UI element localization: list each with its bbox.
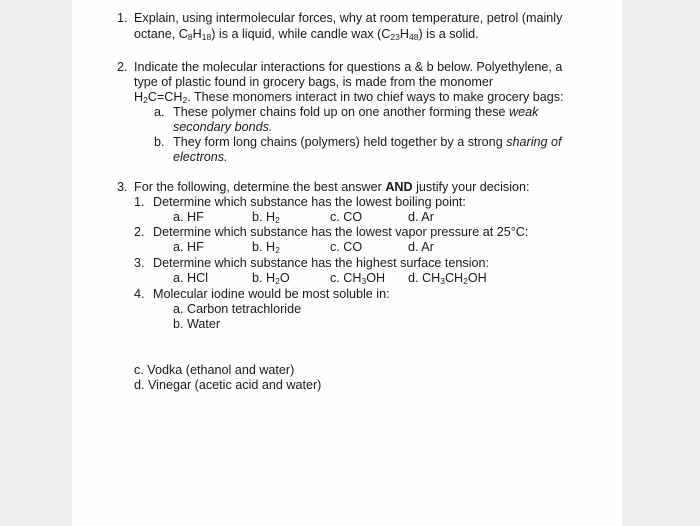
q3-p4-option-a: a. Carbon tetrachloride xyxy=(173,302,302,316)
q3-p1-option-c: c. CO xyxy=(330,210,363,224)
q2-b-line1: They form long chains (polymers) held together by a strong sharing of xyxy=(173,135,562,149)
q3-p1-option-a: a. HF xyxy=(173,210,204,224)
q3-p1-option-b: b. $H_2$ xyxy=(252,210,280,225)
q3-p4-option-d: d. Vinegar (acetic acid and water) xyxy=(134,378,322,392)
q3-p3-text: Determine which substance has the highest surface tension: xyxy=(153,256,490,270)
document-page xyxy=(72,0,622,526)
q3-p2-option-b: b. $H_2$ xyxy=(252,240,280,255)
q1-number: 1. xyxy=(117,11,128,25)
q3-p2-option-d: d. Ar xyxy=(408,240,434,254)
q2-line1: Indicate the molecular interactions for questions a & b below. Polyethylene, a xyxy=(134,60,563,74)
q3-p4-text: Molecular iodine would be most soluble in: xyxy=(153,287,390,301)
right-margin-bar xyxy=(622,0,700,526)
q3-p3-option-d: d. $CH_3CH_2OH$ xyxy=(408,271,487,286)
q3-p2-option-a: a. HF xyxy=(173,240,204,254)
q2-number: 2. xyxy=(117,60,128,74)
q3-p3-number: 3. xyxy=(134,256,145,270)
q3-intro: For the following, determine the best answer AND justify your decision: xyxy=(134,180,530,194)
q3-p4-number: 4. xyxy=(134,287,145,301)
q3-p1-number: 1. xyxy=(134,195,145,209)
q3-p3-option-a: a. HCl xyxy=(173,271,208,285)
q3-number: 3. xyxy=(117,180,128,194)
q3-p3-option-b: b. $H_2O$ xyxy=(252,271,290,286)
q3-p3-option-c: c. $CH_3OH$ xyxy=(330,271,386,286)
q2-b-line2: electrons. xyxy=(173,150,228,164)
q1-line2: octane, $C_8H_{18}$) is a liquid, while candle wax $(C_{23}H_{48})$ is a solid. xyxy=(134,27,479,42)
q3-p4-option-b: b. Water xyxy=(173,317,221,331)
q2-line2: type of plastic found in grocery bags, is made from the monomer xyxy=(134,75,494,89)
q3-p2-option-c: c. CO xyxy=(330,240,363,254)
q2-line3: $H_2C=CH_2$. These monomers interact in two chief ways to make grocery bags: xyxy=(134,90,564,105)
q2-a-line2: secondary bonds. xyxy=(173,120,273,134)
q3-p2-number: 2. xyxy=(134,225,145,239)
q3-p1-option-d: d. Ar xyxy=(408,210,434,224)
q3-p1-text: Determine which substance has the lowest boiling point: xyxy=(153,195,466,209)
q3-p2-text: Determine which substance has the lowest vapor pressure at 25°C: xyxy=(153,225,529,239)
q2-b-label: b. xyxy=(154,135,165,149)
q1-line1: Explain, using intermolecular forces, why at room temperature, petrol (mainly xyxy=(134,11,563,25)
q2-a-line1: These polymer chains fold up on one another forming these weak xyxy=(173,105,539,119)
q3-p4-option-c: c. Vodka (ethanol and water) xyxy=(134,363,295,377)
q2-a-label: a. xyxy=(154,105,165,119)
left-margin-bar xyxy=(0,0,72,526)
